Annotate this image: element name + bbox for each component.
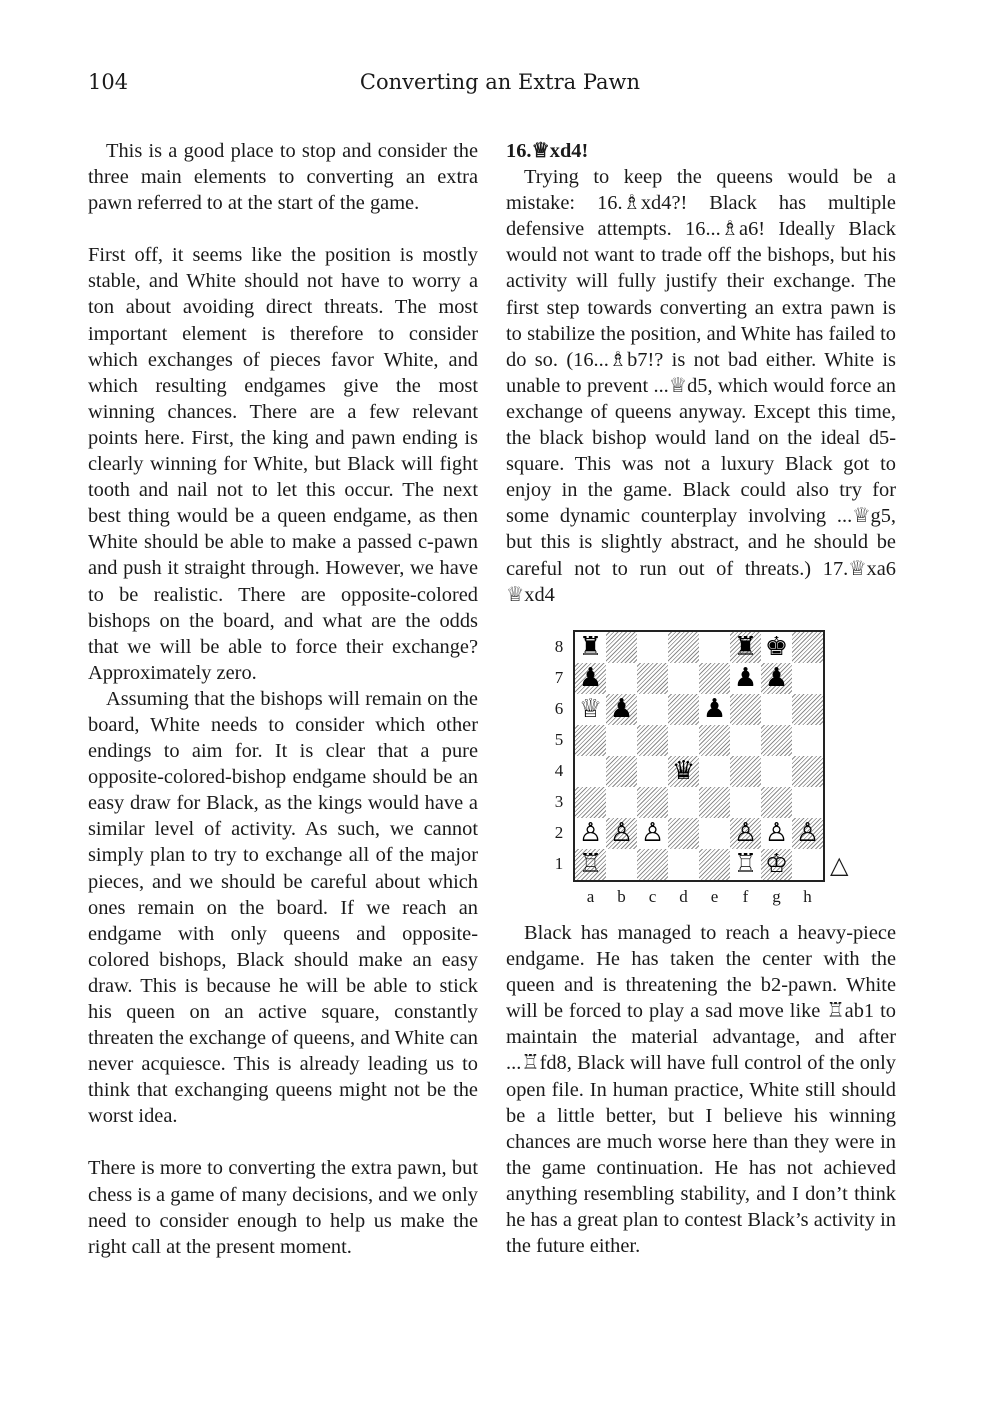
rank-label: 3 <box>554 792 564 811</box>
rank-label: 4 <box>554 761 564 780</box>
file-label: d <box>679 887 688 906</box>
chess-piece-f8: ♜ <box>733 632 758 662</box>
file-label: h <box>803 887 812 906</box>
board-square-c8 <box>637 632 668 663</box>
board-square-d8 <box>668 632 699 663</box>
board-square-h5 <box>792 725 823 756</box>
board-square-c1 <box>637 849 668 880</box>
board-square-a4 <box>575 756 606 787</box>
board-square-b1 <box>606 849 637 880</box>
chess-board <box>573 630 825 882</box>
chess-piece-f2: ♙ <box>733 818 758 848</box>
board-square-b3 <box>606 787 637 818</box>
chess-piece-b2: ♙ <box>609 818 634 848</box>
chess-piece-d4: ♛ <box>671 756 696 786</box>
file-label: b <box>617 887 626 906</box>
chess-piece-a1: ♖ <box>578 849 603 879</box>
board-square-c3 <box>637 787 668 818</box>
page-number: 104 <box>88 70 129 94</box>
white-to-move-icon: △ <box>830 851 849 879</box>
board-square-h1 <box>792 849 823 880</box>
chess-piece-a2: ♙ <box>578 818 603 848</box>
file-label: c <box>648 887 657 906</box>
board-square-d5 <box>668 725 699 756</box>
rank-label: 7 <box>554 668 564 687</box>
rank-label: 8 <box>554 637 564 656</box>
board-square-f6 <box>730 694 761 725</box>
paragraph: Trying to keep the queens would be a mistake: 16.♗xd4?! Black has multiple defensive attempts. 16...♗a6! Ideally Black would not want to trade off the bishops, but his activity will fully justify their exchange. The first step towards converting an extra pawn is to stabilize the position, and White has failed to do so. (16...♗b7!? is not bad either. White is unable to prevent ...♕d5, which would force an exchange of queens anyway. Except this time, the black bishop would land on the ideal d5-square. This was not a luxury Black got to enjoy in the game. Black could also try for some dynamic counterplay involving ...♕g5, but this is slightly abstract, and he should be careful not to run out of threats.) 17.♕xa6 ♕xd4 <box>506 166 896 606</box>
board-square-a5 <box>575 725 606 756</box>
board-square-h7 <box>792 663 823 694</box>
paragraph: This is a good place to stop and consider the three main elements to converting an extra pawn referred to at the start of the game. <box>88 140 478 215</box>
move-heading: 16.♕xd4! <box>506 140 589 162</box>
board-square-c7 <box>637 663 668 694</box>
chess-piece-e6: ♟ <box>702 694 727 724</box>
chess-piece-g7: ♟ <box>764 663 789 693</box>
board-square-e4 <box>699 756 730 787</box>
board-square-e1 <box>699 849 730 880</box>
board-square-c4 <box>637 756 668 787</box>
chess-piece-g1: ♔ <box>764 849 789 879</box>
chess-piece-g8: ♚ <box>764 632 789 662</box>
chess-diagram <box>541 629 861 911</box>
chess-piece-b6: ♟ <box>609 694 634 724</box>
right-column <box>506 138 896 608</box>
board-square-e8 <box>699 632 730 663</box>
rank-label: 2 <box>554 823 564 842</box>
board-square-f3 <box>730 787 761 818</box>
board-square-a3 <box>575 787 606 818</box>
board-square-h3 <box>792 787 823 818</box>
right-column-continued <box>506 920 896 1259</box>
board-square-h8 <box>792 632 823 663</box>
board-square-d7 <box>668 663 699 694</box>
board-square-g6 <box>761 694 792 725</box>
board-square-b8 <box>606 632 637 663</box>
chess-piece-a7: ♟ <box>578 663 603 693</box>
board-square-h4 <box>792 756 823 787</box>
file-label: e <box>710 887 719 906</box>
paragraph: Assuming that the bishops will remain on the board, White needs to consider which other endings to aim for. It is clear that a pure opposite-colored-bishop endgame should be an easy draw for Black, as the kings would have a similar level of activity. As such, we cannot simply plan to try to exchange all of the major pieces, and we should be careful about which ones remain on the board. If we reach an endgame with only queens and opposite-colored bishops, Black should make an easy draw. This is because he will be able to stick his queen on an active square, constantly threaten the exchange of queens, and White can never acquiesce. This is already leading us to think that exchanging queens might not be the worst idea. <box>88 687 478 1128</box>
rank-label: 5 <box>554 730 564 749</box>
file-label: f <box>742 887 749 906</box>
board-square-e3 <box>699 787 730 818</box>
chess-piece-f7: ♟ <box>733 663 758 693</box>
board-square-b5 <box>606 725 637 756</box>
board-square-h6 <box>792 694 823 725</box>
chess-piece-c2: ♙ <box>640 818 665 848</box>
board-square-c5 <box>637 725 668 756</box>
left-column <box>88 138 478 1260</box>
paragraph: There is more to converting the extra pawn, but chess is a game of many decisions, and we only need to consider enough to help us make the right call at the present moment. <box>88 1157 478 1258</box>
board-square-d3 <box>668 787 699 818</box>
board-square-d2 <box>668 818 699 849</box>
chess-piece-a8: ♜ <box>578 632 603 662</box>
chess-piece-g2: ♙ <box>764 818 789 848</box>
chess-piece-a6: ♕ <box>578 694 603 724</box>
file-label: a <box>586 887 595 906</box>
paragraph: First off, it seems like the position is mostly stable, and White should not have to worry a ton about avoiding direct threats. The most important element is therefore to consider which exchanges of pieces favor White, and which resulting endgames give the most winning chances. There are a few relevant points here. First, the king and pawn ending is clearly winning for White, but Black will fight tooth and nail not to let this occur. The next best thing would be a queen endgame, as then White should be able to make a passed c-pawn and push it straight through. However, we have to be realistic. There are opposite-colored bishops on the board, and what are the odds that we will be able to force their exchange? Approximately zero. <box>88 244 478 684</box>
board-square-f4 <box>730 756 761 787</box>
board-square-f5 <box>730 725 761 756</box>
board-square-e2 <box>699 818 730 849</box>
board-square-c6 <box>637 694 668 725</box>
board-square-d6 <box>668 694 699 725</box>
running-title: Converting an Extra Pawn <box>359 70 641 94</box>
paragraph: Black has managed to reach a heavy-piece endgame. He has taken the center with the queen and is threatening the b2-pawn. White will be forced to play a sad move like ♖ab1 to maintain the material advantage, and after ...♖fd8, Black will have full control of the only open file. In human practice, White still should be a little better, but I believe his winning chances are much worse here than they were in the game continuation. He has not achieved anything resembling stability, and I don’t think he has a great plan to contest Black’s activity in the future either. <box>506 922 896 1258</box>
chess-piece-h2: ♙ <box>795 818 820 848</box>
board-square-g4 <box>761 756 792 787</box>
file-label: g <box>772 887 781 906</box>
board-square-e7 <box>699 663 730 694</box>
rank-label: 6 <box>554 699 564 718</box>
board-square-d1 <box>668 849 699 880</box>
board-square-e5 <box>699 725 730 756</box>
board-square-g5 <box>761 725 792 756</box>
board-square-b4 <box>606 756 637 787</box>
board-square-g3 <box>761 787 792 818</box>
rank-label: 1 <box>554 854 564 873</box>
board-square-b7 <box>606 663 637 694</box>
chess-piece-f1: ♖ <box>733 849 758 879</box>
